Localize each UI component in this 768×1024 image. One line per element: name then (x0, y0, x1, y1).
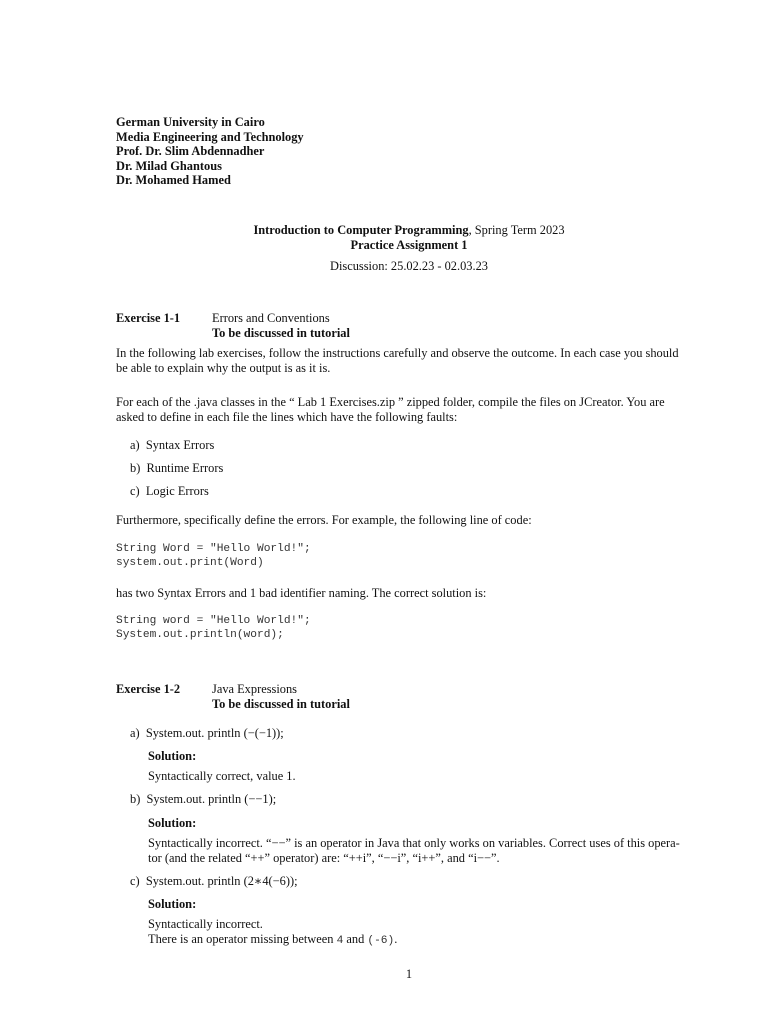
code-example-line-1: String Word = "Hello World!"; (116, 543, 311, 555)
solution-text: There is an operator missing between (148, 932, 337, 946)
faculty-name: Media Engineering and Technology (116, 129, 304, 144)
institution-header (116, 115, 304, 188)
fault-text: Logic Errors (145, 484, 209, 498)
course-title: Introduction to Computer Programming (253, 223, 469, 237)
instructor-2: Dr. Milad Ghantous (116, 158, 222, 173)
expression-item-b (130, 792, 276, 807)
solution-text-line-1: Syntactically incorrect. “−−” is an operator in Java that only works on variables. Correct uses of this opera- (148, 836, 680, 850)
inline-code: (-6) (367, 935, 395, 947)
exercise-1-2-note: To be discussed in tutorial (212, 697, 350, 711)
code-solution-line-2: System.out.println(word); (116, 629, 284, 641)
fault-marker: c) (130, 484, 140, 498)
instructions-line-2: asked to define in each file the lines which have the following faults: (116, 410, 458, 424)
furthermore-text: Furthermore, specifically define the errors. For example, the following line of code: (116, 513, 532, 527)
fault-text: Runtime Errors (146, 461, 224, 475)
assignment-title: Practice Assignment 1 (350, 238, 468, 252)
intro-paragraph-line-1: In the following lab exercises, follow the instructions carefully and observe the outcome. In each case you should (116, 346, 679, 360)
solution-label: Solution: (148, 897, 197, 911)
item-expression: System.out. println (−−1); (146, 792, 277, 806)
exercise-1-2-number: Exercise 1-2 (116, 682, 181, 696)
fault-item (130, 438, 214, 453)
item-expression: System.out. println (2∗4(−6)); (145, 874, 298, 888)
item-marker: c) (130, 874, 140, 888)
item-marker: a) (130, 726, 140, 740)
intro-paragraph-line-2: be able to explain why the output is as it is. (116, 361, 331, 375)
exercise-1-1-number: Exercise 1-1 (116, 311, 181, 325)
has-two-errors-text: has two Syntax Errors and 1 bad identifier naming. The correct solution is: (116, 586, 487, 600)
solution-text: and (343, 932, 368, 946)
item-expression: System.out. println (−(−1)); (145, 726, 284, 740)
solution-text-line-2: tor (and the related “++” operator) are: “++i”, “−−i”, “i++”, and “i−−”. (148, 851, 500, 865)
exercise-1-1-note: To be discussed in tutorial (212, 326, 350, 340)
instructor-1: Prof. Dr. Slim Abdennadher (116, 144, 265, 158)
fault-text: Syntax Errors (145, 438, 215, 452)
solution-text: . (394, 932, 398, 946)
inline-code: 4 (336, 935, 344, 947)
discussion-dates: Discussion: 25.02.23 - 02.03.23 (330, 259, 488, 273)
solution-text-line-2 (148, 932, 397, 947)
exercise-1-1-title: Errors and Conventions (212, 311, 330, 325)
document-title (116, 223, 702, 238)
instructor-3: Dr. Mohamed Hamed (116, 173, 231, 187)
solution-label: Solution: (148, 816, 197, 830)
item-marker: b) (130, 792, 141, 806)
fault-item (130, 461, 223, 476)
exercise-1-2-title: Java Expressions (212, 682, 297, 696)
fault-marker: a) (130, 438, 140, 452)
expression-item-a (130, 726, 284, 741)
solution-label: Solution: (148, 749, 197, 763)
solution-text: Syntactically correct, value 1. (148, 769, 296, 783)
expression-item-c (130, 873, 298, 889)
fault-marker: b) (130, 461, 141, 475)
page-number: 1 (405, 967, 413, 981)
code-solution-line-1: String word = "Hello World!"; (116, 615, 311, 627)
solution-text-line-1: Syntactically incorrect. (148, 917, 263, 931)
instructions-line-1: For each of the .java classes in the “ Lab 1 Exercises.zip ” zipped folder, compile the files on JCreator. You are (116, 395, 665, 409)
code-example-line-2: system.out.print(Word) (116, 557, 264, 569)
term: , Spring Term 2023 (468, 223, 565, 237)
fault-item (130, 484, 209, 499)
university-name: German University in Cairo (116, 115, 265, 129)
